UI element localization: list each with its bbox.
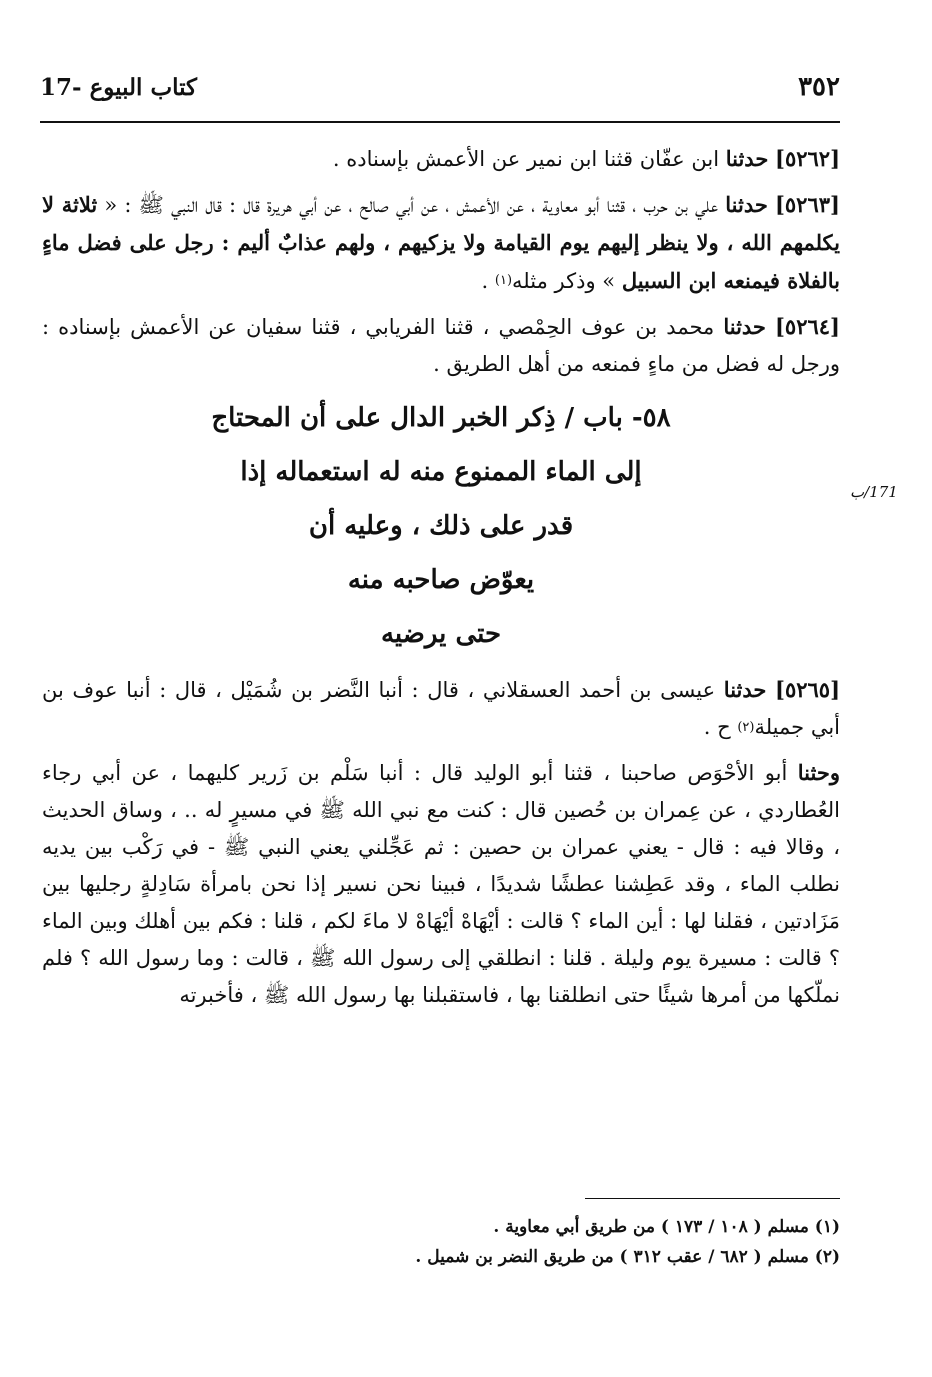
page-body (42, 140, 840, 1022)
hadith-matn-bold: ثلاثة لا يكلمهم الله ، ولا ينظر إليهم يوم القيامة ولا يزكيهم ، ولهم عذابٌ أليم : رجل على فضل ماءٍ بالفلاة فيمنعه ابن السبيل (42, 192, 840, 293)
narration-keyword: حدثنا (723, 677, 767, 702)
chapter-line: حتى يرضيه (380, 619, 502, 649)
hadith-text: محمد بن عوف الحِمْصي ، قثنا الفريابي ، قثنا سفيان عن الأعمش بإسناده : ورجل له فضل من ماءٍ فمنعه من أهل الطريق . (42, 315, 840, 376)
footnote-rule (585, 1198, 840, 1199)
narration-keyword: حدثنا (725, 192, 768, 217)
chapter-line: ٥٨- باب / ذِكر الخبر الدال على أن المحتاج (211, 403, 671, 433)
header-rule (40, 121, 840, 123)
footnotes (42, 1212, 840, 1272)
chapter-line: قدر على ذلك ، وعليه أن (308, 511, 574, 541)
hadith-number: [٥٢٦٣] (774, 192, 840, 217)
hadith-text: ابن عفّان قثنا ابن نمير عن الأعمش بإسناده . (332, 147, 720, 171)
hadith-text: أبو الأحْوَص صاحبنا ، قثنا أبو الوليد قال : أنبا سَلْم بن زَرير كليهما ، عن أبي رجاء العُطاردي ، عن عِمران بن حُصين قال : كنت مع نبي الله ﷺ في مسيرٍ له .. ، وساق الحديث ، وقالا فيه : قال - يعني عمران بن حصين : ثم عَجِّلني يعني النبي ﷺ - في رَكْب بين يديه نطلب الماء ، وقد عَطِشنا عطشًا شديدًا ، فبينا نحن نسير إذا نحن بامرأة سَادِلةٍ رجليها بين مَزَادتين ، فقلنا لها : أين الماء ؟ قالت : أيْهَاهْ أيْهَاهْ لا ماءَ لكم ، قلنا : فكم بين أهلك وبين الماء ؟ قالت : مسيرة يوم وليلة . قلنا : انطلقي إلى رسول الله ﷺ ، قالت : وما رسول الله ؟ فلم نملّكها من أمرها شيئًا حتى انطلقنا بها ، فاستقبلنا بها رسول الله ﷺ ، فأخبرته (42, 761, 840, 1007)
narration-keyword: وحثنا (797, 760, 840, 785)
book-title: 17- كتاب البيوع (40, 74, 198, 101)
footnote: (٢) مسلم ( ٦٨٢ / عقب ٣١٢ ) من طريق النضر بن شميل . (415, 1247, 840, 1267)
hadith-5262 (42, 140, 840, 178)
hadith-end: . (481, 269, 495, 293)
page-number: ٣٥٢ (798, 72, 840, 102)
manuscript-folio-note: 171/ب (850, 483, 898, 501)
hadith-5263 (42, 186, 840, 300)
hadith-number: [٥٢٦٢] (775, 146, 840, 171)
narration-keyword: حدثنا (725, 146, 769, 171)
hadith-5264 (42, 308, 840, 383)
hadith-number: [٥٢٦٤] (774, 314, 840, 339)
footnote: (١) مسلم ( ١٠٨ / ١٧٣ ) من طريق أبي معاوية . (493, 1217, 840, 1237)
hadith-tail: » وذكر مثله (512, 269, 616, 293)
hadith-number: [٥٢٦٥] (775, 677, 840, 702)
footnote-ref: (١) (494, 273, 513, 288)
page-header (40, 72, 840, 110)
hadith-end: ح . (703, 715, 738, 739)
hadith-text: علي بن حرب ، قثنا أبو معاوية ، عن الأعمش ، عن أبي صالح ، عن أبي هريرة قال : قال النبي ﷺ : « (104, 193, 719, 217)
hadith-5265-second-chain (42, 754, 840, 1014)
chapter-line: إلى الماء الممنوع منه له استعماله إذا (240, 457, 642, 487)
footnote-ref: (٢) (737, 720, 755, 735)
hadith-text: عيسى بن أحمد العسقلاني ، قال : أنبا النَّضر بن شُمَيْل ، قال : أنبا عوف بن أبي جميلة (42, 678, 840, 739)
chapter-line: يعوّض صاحبه منه (347, 565, 535, 595)
chapter-heading (42, 391, 840, 661)
narration-keyword: حدثنا (723, 314, 766, 339)
hadith-5265 (42, 671, 840, 746)
